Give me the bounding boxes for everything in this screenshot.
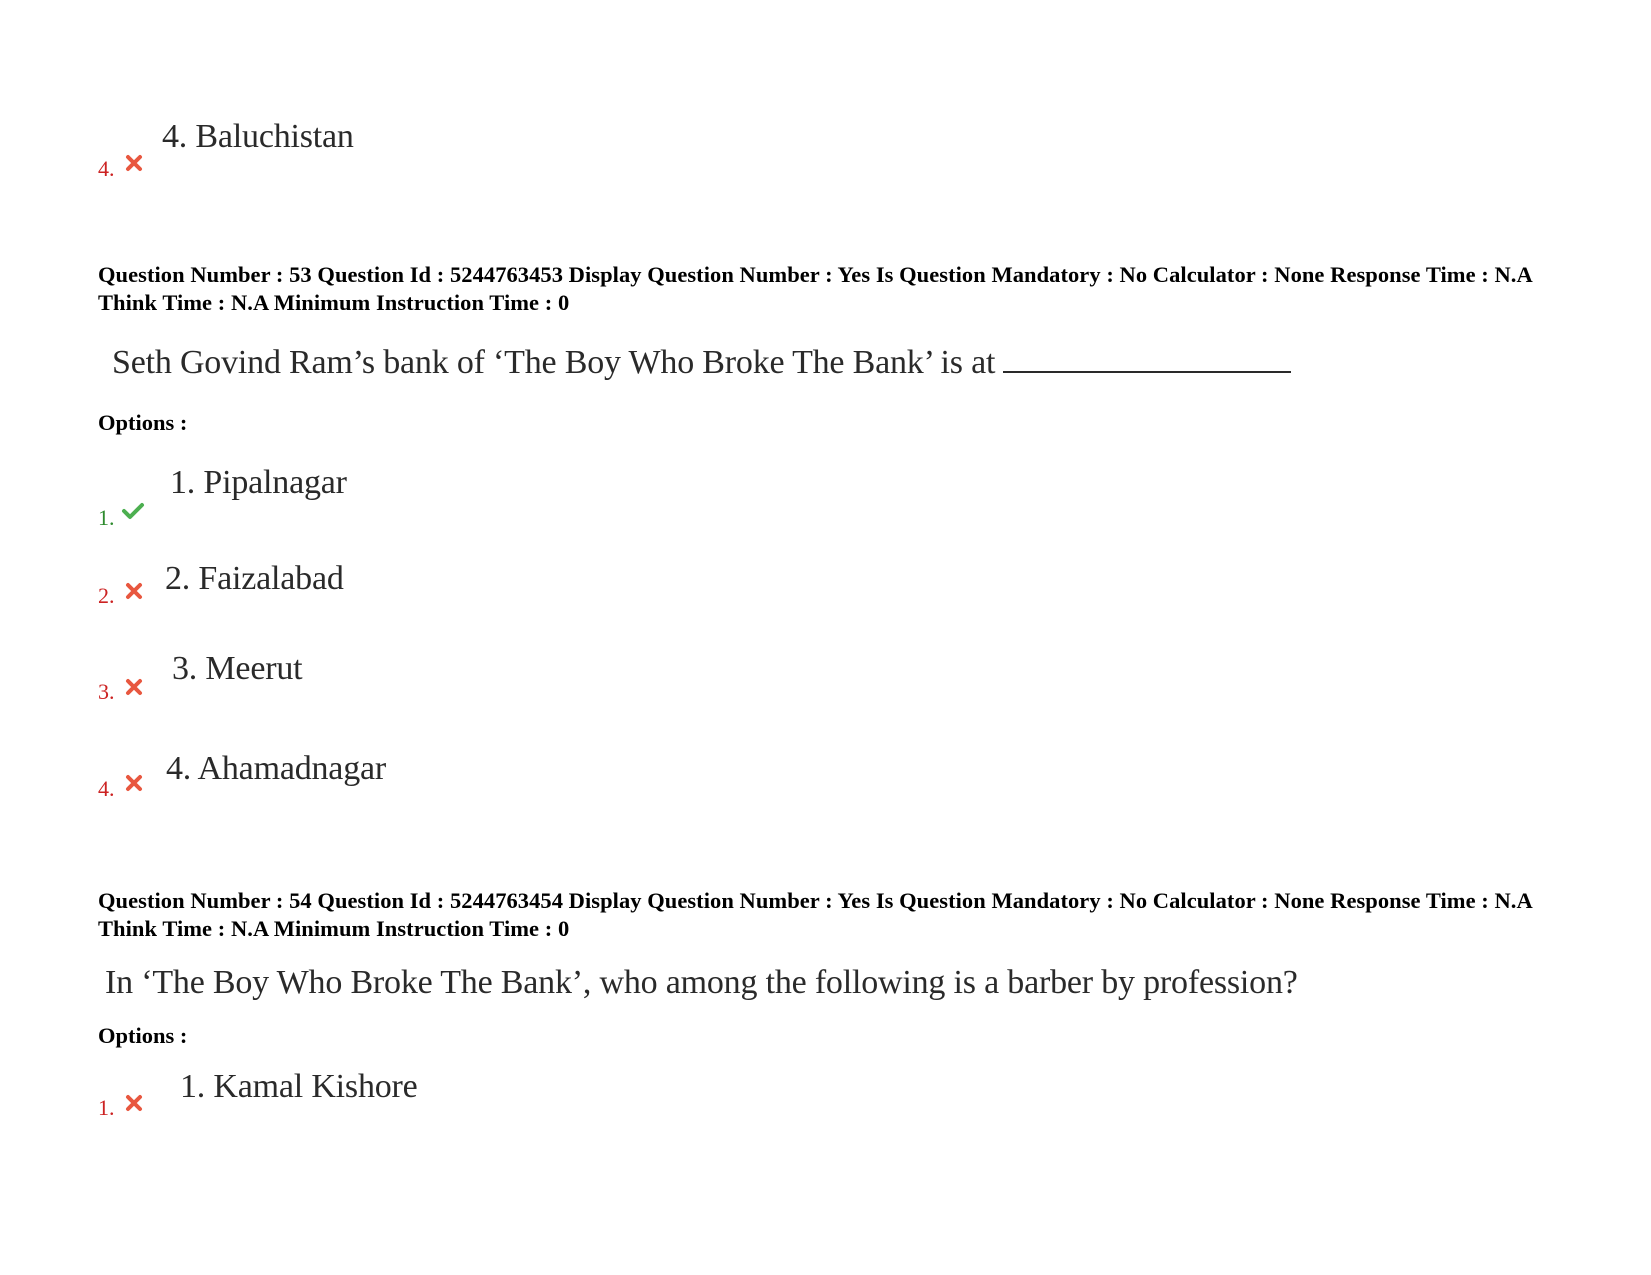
option-text: 3. Meerut <box>172 650 303 687</box>
option-number: 4. <box>98 156 115 181</box>
option-text: 2. Faizalabad <box>165 560 344 597</box>
option-text: 4. Ahamadnagar <box>166 750 387 787</box>
cross-icon <box>125 774 143 792</box>
cross-icon <box>125 582 143 600</box>
question-text <box>112 343 1291 381</box>
question-text-content: Seth Govind Ram’s bank of ‘The Boy Who Broke The Bank’ is at <box>112 344 996 381</box>
options-label: Options : <box>98 410 188 435</box>
cross-icon <box>125 678 143 696</box>
question-text: In ‘The Boy Who Broke The Bank’, who among the following is a barber by profession? <box>105 964 1298 1001</box>
option-number: 2. <box>98 583 115 608</box>
cross-icon <box>125 1094 143 1112</box>
option-number: 4. <box>98 776 115 801</box>
option-number: 1. <box>98 1095 115 1120</box>
answer-blank <box>1003 343 1291 373</box>
option-text: 4. Baluchistan <box>162 118 354 155</box>
option-number: 1. <box>98 505 115 530</box>
check-icon <box>121 502 145 520</box>
option-text: 1. Pipalnagar <box>170 464 347 501</box>
option-text: 1. Kamal Kishore <box>180 1068 418 1105</box>
cross-icon <box>125 154 143 172</box>
question-meta: Question Number : 54 Question Id : 5244763454 Display Question Number : Yes Is Question Mandatory : No Calculator : None Response Time : N.A Think Time : N.A Minimum Instruction Time : 0 <box>98 888 1532 941</box>
question-meta: Question Number : 53 Question Id : 5244763453 Display Question Number : Yes Is Question Mandatory : No Calculator : None Response Time : N.A Think Time : N.A Minimum Instruction Time : 0 <box>98 262 1532 315</box>
options-label: Options : <box>98 1023 188 1048</box>
option-number: 3. <box>98 679 115 704</box>
